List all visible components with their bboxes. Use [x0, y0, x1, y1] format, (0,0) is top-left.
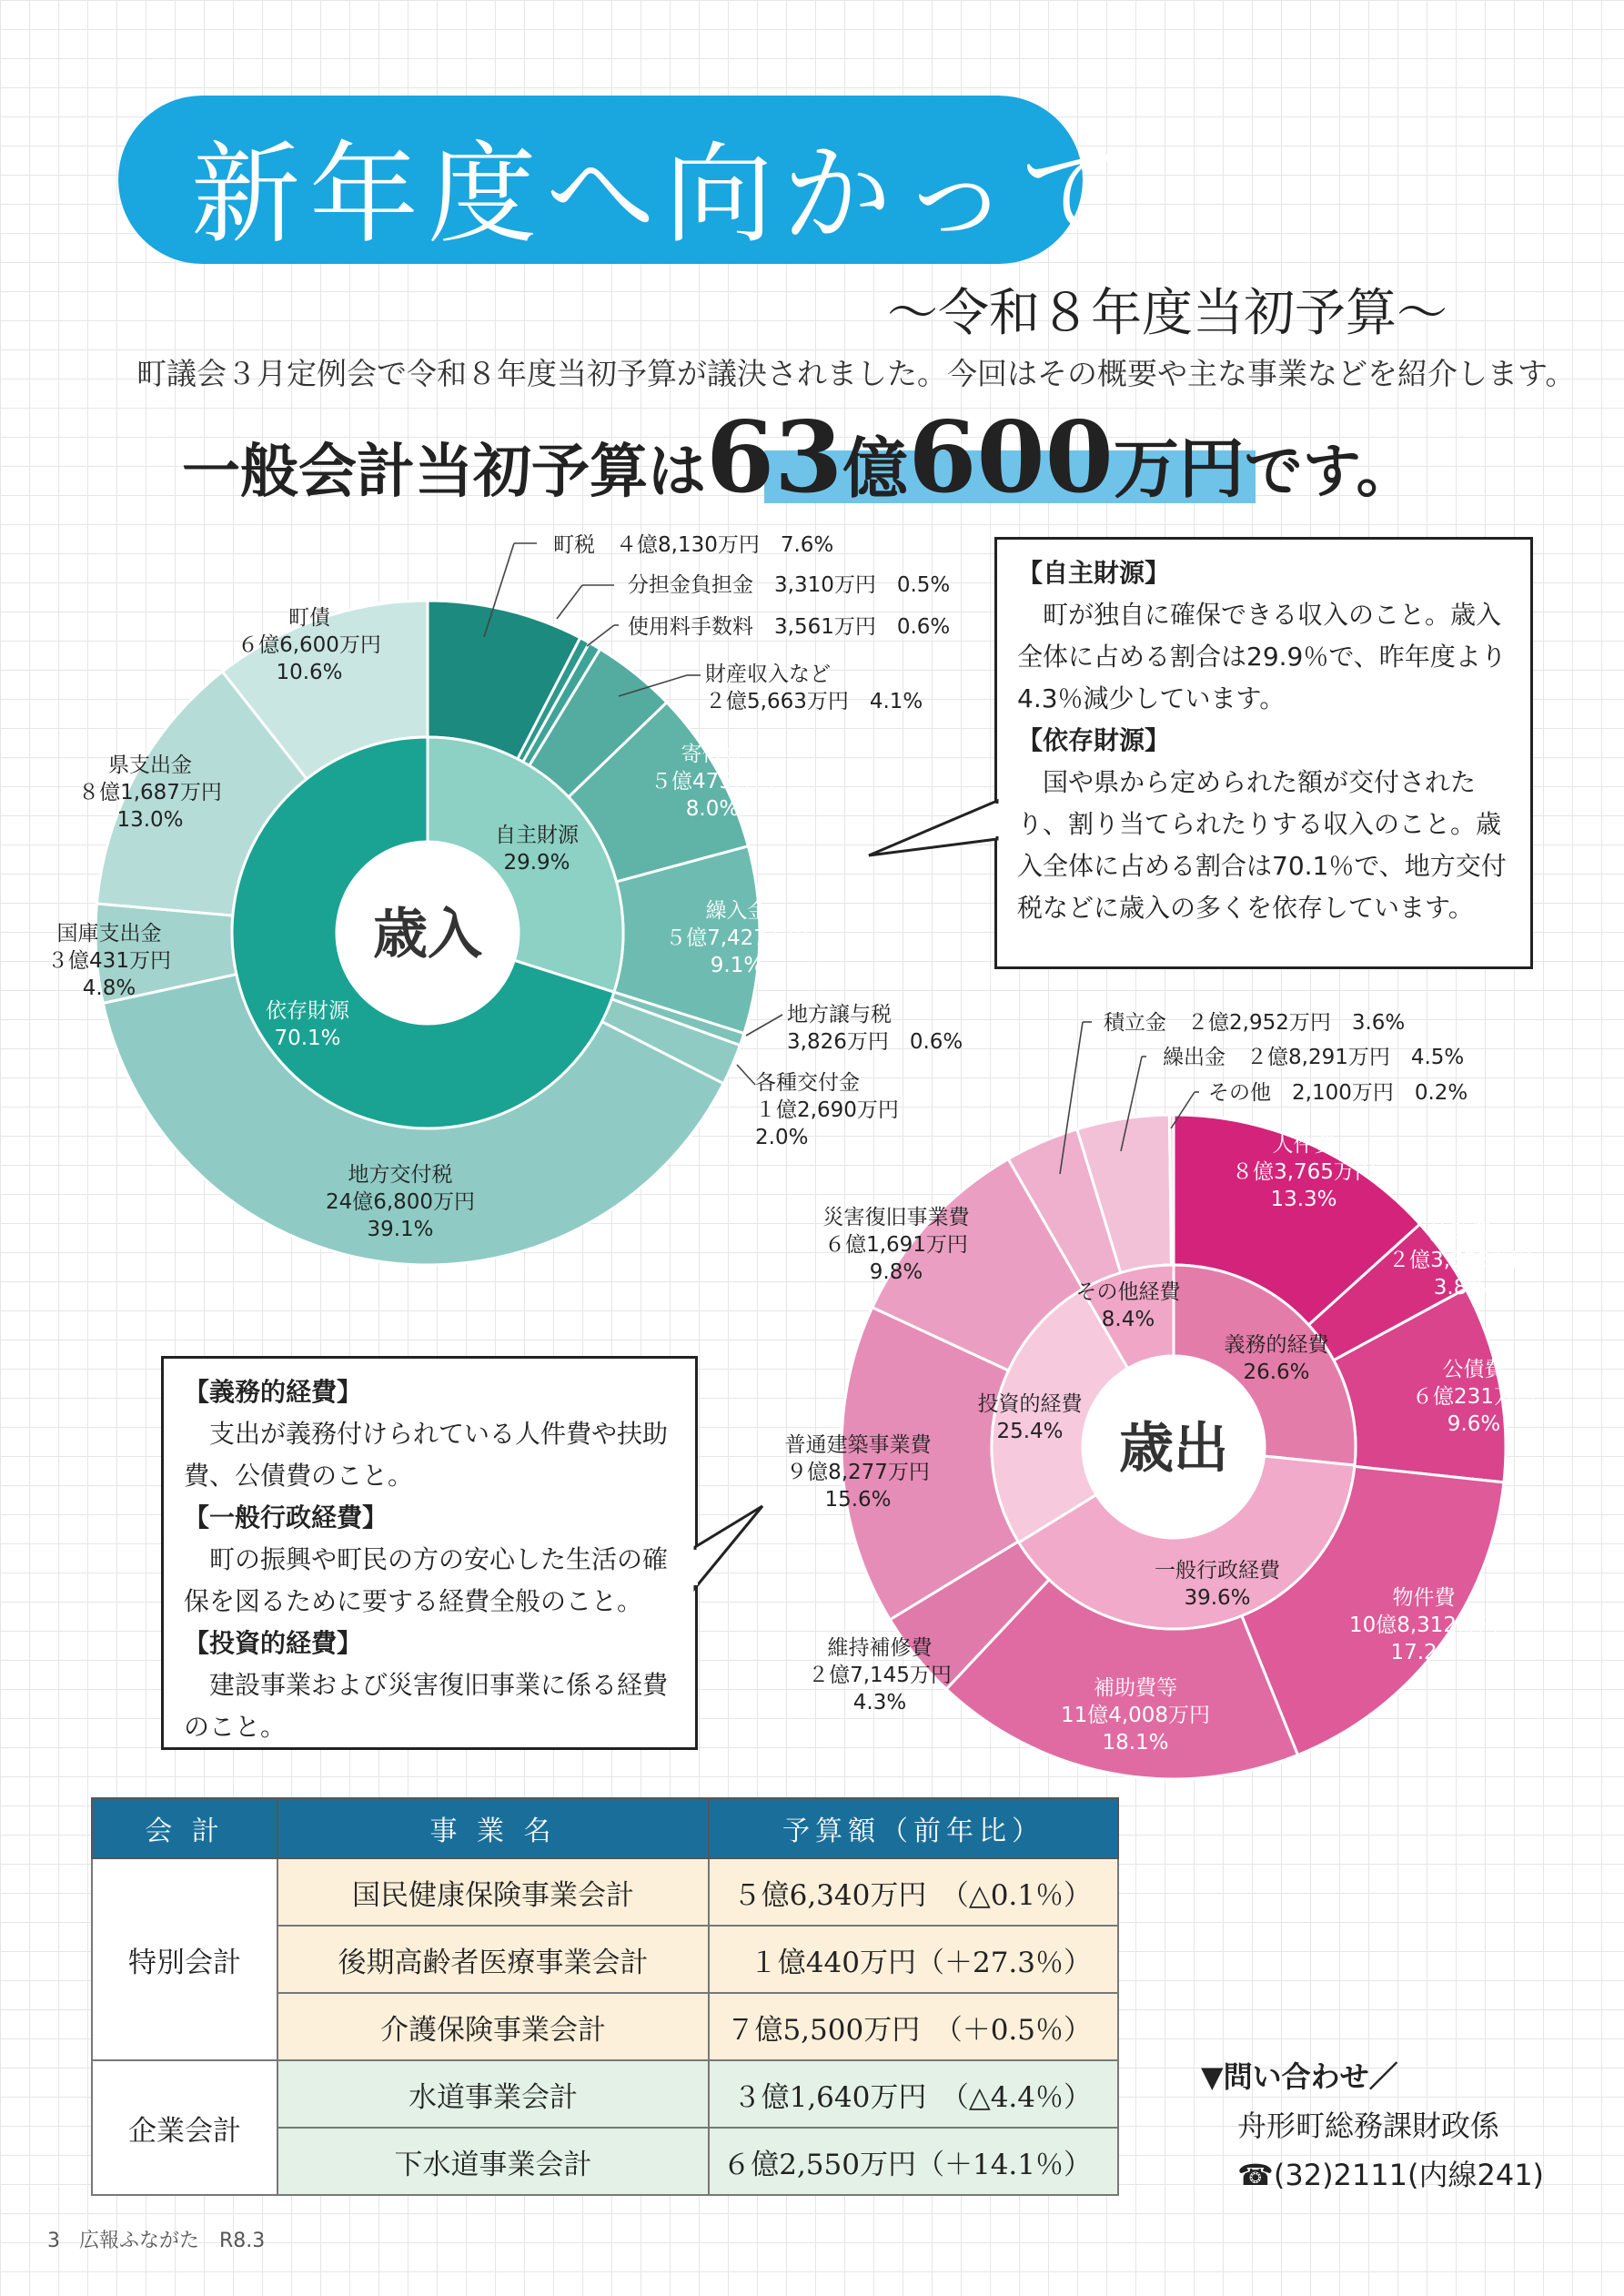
- row-name: 介護保険事業会計: [277, 1993, 709, 2060]
- expense-outer-label: その他 2,100万円 0.2%: [1208, 1081, 1468, 1105]
- row-name: 水道事業会計: [277, 2060, 709, 2128]
- table-row: [92, 2060, 1118, 2128]
- expense-outer-label: 公債費６億231万円 9.6%: [1412, 1358, 1536, 1436]
- revenue-leader: [587, 625, 614, 646]
- revenue-outer-label: 繰入金５億7,427万円 9.1%: [665, 899, 809, 977]
- expense-outer-label: 補助費等 11億4,008万円 18.1%: [1060, 1676, 1211, 1755]
- note-text: 支出が義務付けられている人件費や扶助費、公債費のこと。: [184, 1419, 669, 1491]
- revenue-note-box: [994, 537, 1533, 969]
- revenue-inner-label: 自主財源 29.9%: [495, 824, 579, 875]
- revenue-outer-label: 寄付金５億475万円 8.0%: [651, 743, 774, 821]
- revenue-outer-label: 財産収入など２億5,663万円 4.1%: [705, 663, 923, 713]
- expense-outer-label: 物件費 10億8,312万円 17.2%: [1348, 1586, 1499, 1664]
- intro-text: 町議会３月定例会で令和８年度当初予算が議決されました。今回はその概要や主な事業などを紹介します。: [136, 356, 1576, 391]
- note-text: 町が独自に確保できる収入のこと。歳入全体に占める割合は29.9％で、昨年度より4.3％減少しています。: [1017, 600, 1507, 713]
- footer: [47, 2225, 265, 2253]
- expense-inner-label: 投資的経費 25.4%: [977, 1392, 1083, 1443]
- note-heading: 【義務的経費】: [184, 1377, 363, 1407]
- page-title: 新年度へ向かって: [191, 132, 1137, 258]
- revenue-outer-label: 分担金負担金 3,310万円 0.5%: [628, 573, 951, 597]
- row-amount: ５億6,340万円 （△0.1％）: [709, 1858, 1118, 1926]
- note-heading: 【依存財源】: [1017, 725, 1171, 755]
- expense-outer-label: 維持補修費２億7,145万円 4.3%: [808, 1636, 952, 1714]
- col-project: 事 業 名: [277, 1798, 709, 1858]
- revenue-outer-label: 各種交付金１億2,690万円 2.0%: [755, 1071, 899, 1149]
- publication-name: 広報ふながた R8.3: [79, 2230, 266, 2252]
- headline-pre: 一般会計当初予算は: [182, 438, 706, 506]
- group-enterprise: 企業会計: [92, 2060, 277, 2195]
- revenue-leader: [746, 1015, 782, 1036]
- revenue-inner-label: 依存財源 70.1%: [266, 999, 349, 1050]
- headline-unit-1: 億: [842, 430, 909, 507]
- headline-number-2: 600: [908, 400, 1114, 515]
- revenue-leader: [557, 585, 582, 619]
- expense-center-label: 歳出: [1119, 1417, 1228, 1481]
- revenue-outer-label: 町税 ４億8,130万円 7.6%: [553, 533, 834, 557]
- note-text: 建設事業および災害復旧事業に係る経費のこと。: [184, 1670, 669, 1742]
- row-amount: ６億2,550万円（＋14.1％）: [709, 2128, 1118, 2195]
- revenue-outer-label: 使用料手数料 3,561万円 0.6%: [628, 615, 951, 639]
- row-name: 国民健康保険事業会計: [277, 1858, 709, 1926]
- revenue-leader: [737, 1065, 755, 1085]
- revenue-outer-label: 地方譲与税 3,826万円 0.6%: [787, 1003, 963, 1054]
- row-name: 後期高齢者医療事業会計: [277, 1926, 709, 1993]
- col-account: 会 計: [92, 1798, 277, 1858]
- revenue-outer-label: 国庫支出金３億431万円 4.8%: [47, 922, 171, 1000]
- note-text: 町の振興や町民の方の安心した生活の確保を図るために要する経費全般のこと。: [184, 1544, 669, 1616]
- expense-outer-label: 積立金 ２億2,952万円 3.6%: [1104, 1011, 1406, 1035]
- expense-inner-label: その他経費 8.4%: [1075, 1280, 1181, 1331]
- page-number: 3: [47, 2230, 60, 2252]
- expense-outer-label: 災害復旧事業費６億1,691万円 9.8%: [822, 1206, 970, 1284]
- table-header-row: [92, 1798, 1118, 1858]
- expense-outer-label: 扶助費２億3,828万円 3.8%: [1388, 1221, 1532, 1300]
- expense-outer-label: 人件費８億3,765万円 13.3%: [1232, 1133, 1376, 1211]
- headline-number-1: 63: [706, 400, 843, 515]
- note-heading: 【投資的経費】: [184, 1628, 363, 1658]
- table-row: [92, 1858, 1118, 1926]
- group-special: 特別会計: [92, 1858, 277, 2060]
- expense-note-box: [161, 1356, 698, 1750]
- page-subtitle: ～令和８年度当初予算～: [887, 284, 1447, 343]
- row-amount: １億440万円（＋27.3％）: [709, 1926, 1118, 1993]
- special-accounts-table: [91, 1797, 1119, 2196]
- contact-title: ▼問い合わせ／: [1201, 2059, 1398, 2094]
- headline-unit-2: 万円: [1113, 430, 1245, 507]
- contact-info: [1201, 2052, 1544, 2200]
- expense-outer-label: 普通建築事業費９億8,277万円 15.6%: [784, 1433, 932, 1512]
- expense-inner-label: 義務的経費 26.6%: [1224, 1333, 1329, 1384]
- col-budget: 予算額（前年比）: [709, 1798, 1118, 1858]
- note-heading: 【自主財源】: [1017, 558, 1171, 588]
- note-text: 国や県から定められた額が交付されたり、割り当てられたりする収入のこと。歳入全体に占める割合は70.1％で、地方交付税などに歳入の多くを依存しています。: [1017, 767, 1507, 923]
- expense-outer-label: 繰出金 ２億8,291万円 4.5%: [1163, 1046, 1465, 1069]
- note-heading: 【一般行政経費】: [184, 1502, 388, 1532]
- revenue-outer-label: 県支出金８億1,687万円 13.0%: [78, 754, 222, 832]
- revenue-center-label: 歳入: [373, 903, 482, 966]
- expense-outer-slice: [1169, 1115, 1174, 1265]
- row-amount: ７億5,500万円 （＋0.5％）: [709, 1993, 1118, 2060]
- contact-phone: ☎(32)2111(内線241): [1237, 2158, 1545, 2192]
- contact-dept: 舟形町総務課財政係: [1237, 2109, 1500, 2143]
- revenue-outer-label: 地方交付税 24億6,800万円 39.1%: [325, 1163, 476, 1241]
- headline-post: です。: [1244, 438, 1415, 506]
- expense-inner-label: 一般行政経費 39.6%: [1155, 1559, 1280, 1610]
- row-name: 下水道事業会計: [277, 2128, 709, 2195]
- row-amount: ３億1,640万円 （△4.4％）: [709, 2060, 1118, 2128]
- revenue-outer-label: 町債６億6,600万円 10.6%: [237, 606, 381, 684]
